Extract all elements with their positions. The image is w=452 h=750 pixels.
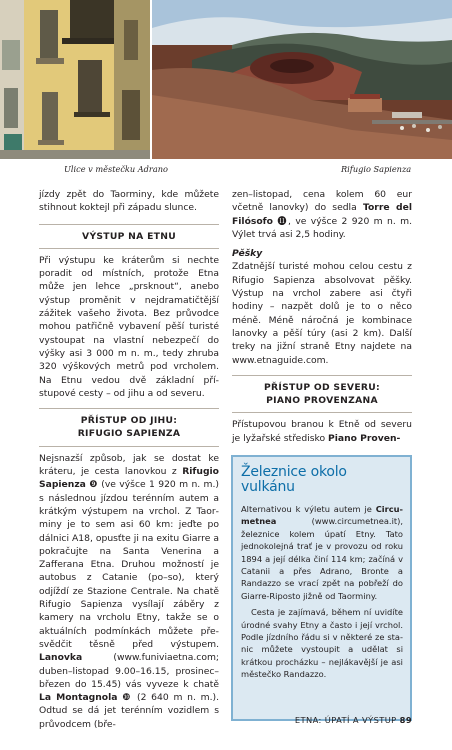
- text-run: (www.funiviaetna.com; duben–listopad 9.00–16.15, prosinec–březen do 15.45) vás vyveze k chatě: [39, 652, 219, 690]
- photo-strip: [0, 0, 452, 159]
- heading-sever-line2: PIANO PROVENZANA: [266, 395, 378, 407]
- text-run: Nejsnazší způsob, jak se dostat ke kráteru, je cesta lanovkou z: [39, 452, 219, 478]
- divider: [232, 412, 412, 413]
- rifugio-sapienza-image: [152, 0, 452, 159]
- railway-name: Circumetnea: [241, 504, 403, 527]
- text-run: (www.circumetnea.it), železnice kolem úpatí Etny. Tato jednokolejná trať je v provozu od roku 1894 a její délka činí 114 km; začíná v Catanii a přes Adrano, Bronte a Randazzo se vrací zpět na pobřeží do Giarre-Riposto jižně od Taorminy.: [241, 516, 403, 601]
- left-column: [39, 188, 219, 731]
- place-name: Piano Proven-: [328, 432, 401, 444]
- place-name: Rifugio Sapienza: [39, 466, 219, 491]
- paragraph-jih: [39, 452, 219, 731]
- intro-paragraph: jízdy zpět do Taorminy, kde můžete stihnout koktejl při západu slunce.: [39, 189, 219, 214]
- page-number: 89: [399, 715, 412, 725]
- paragraph-lanovka: [232, 188, 412, 241]
- text-run: ⓫, ve výšce 2 920 m n. m. Výlet trvá asi 2,5 hodiny.: [232, 215, 412, 240]
- photo-adrano-street: [0, 0, 150, 159]
- adrano-street-image: [0, 0, 150, 159]
- text-run: zen–listopad, cena kolem 60 eur včetně lanovky) do sedla: [232, 189, 412, 214]
- place-name: Torre del Filósofo: [232, 202, 413, 227]
- text-run: ❾ (ve výšce 1 920 m n. m.) s následnou jízdou terénním autem a krátkým výstupem na vrchol. Z Taorminy je to sem asi 60 km: jeďte po dálnici A18, opusťte ji na exitu Giarre a pokračujte na Santa Venerina a Zafferana Etna. Druhou možností je autobus z Catanie (po–so), který odjíždí ze Stazione Centrale. Na chatě Rifugio Sapienza vysílají záběry z kamery na vrcholu Etny, takže se o aktuálních podmínkách můžete přesvědčit těsně před výstupem.: [39, 479, 219, 650]
- heading-sever-line1: PŘÍSTUP OD SEVERU:: [263, 381, 381, 393]
- divider: [39, 446, 219, 447]
- box-title: Železnice okolo vulkánu: [241, 464, 347, 495]
- place-name: La Montagnola: [39, 692, 118, 704]
- caption-adrano: Ulice v městečku Adrano: [64, 164, 168, 174]
- place-name: Lanovka: [39, 652, 83, 664]
- photo-rifugio-sapienza: [152, 0, 452, 159]
- page-footer: [295, 715, 412, 725]
- box-paragraph-2: Cesta je zajímavá, během ní uvidíte úrodné svahy Etny a často i její vrchol. Podle jízdního řádu si v některé ze stanic můžete vystoupit a udělat si krátkou procházku – nejlákavější je asi městečko Randazzo.: [241, 607, 403, 680]
- divider: [232, 375, 412, 376]
- caption-sapienza: Rifugio Sapienza: [341, 164, 412, 174]
- sidebar-box-railway: [231, 455, 412, 721]
- running-footer: ETNA: ÚPATÍ A VÝSTUP: [294, 715, 397, 725]
- right-column: [232, 188, 412, 445]
- text-run: ❿ (2 640 m n. m.). Odtud se dá jet terénním vozidlem s průvodcem (bře-: [39, 692, 220, 730]
- box-paragraph-1: [241, 503, 403, 602]
- divider: [39, 248, 219, 249]
- heading-vystup: VÝSTUP NA ETNU: [82, 230, 176, 242]
- text-run: Přístupovou branou k Etně od severu je lyžařské středisko: [232, 419, 412, 444]
- subheading-pesky: Pěšky: [232, 248, 263, 260]
- paragraph-sever: [232, 418, 412, 445]
- divider: [39, 224, 219, 225]
- divider: [39, 408, 219, 409]
- paragraph-pesky: Zdatnější turisté mohou celou cestu z Rifugio Sapienza absolvovat pěšky. Výstup na vrchol zabere asi čtyři hodiny – nazpět dolů je to o něco méně. Méně náročná je kombinace lanovky a pěší túry (asi 2 km). Další treky na jižní straně Etny najdete na www.etnaguide.com.: [232, 261, 412, 366]
- heading-jih-line2: RIFUGIO SAPIENZA: [77, 428, 181, 440]
- paragraph-vystup: Při výstupu ke kráterům si nechte poradit od místních, protože Etna může jen lehce „prsknout“, anebo výstup proměnit v nejdramatičtější zážitek vašeho života. Bez průvodce mohou patřičně vybavení pěší turisté vystoupat na vlastní nebezpečí do výšky asi 3 000 m n. m., tedy zhruba 320 výškových metrů pod vrcholem. Na Etnu vedou dvě základní přístupové cesty – od jihu a od severu.: [39, 254, 219, 399]
- text-run: Alternativou k výletu autem je: [241, 504, 376, 514]
- heading-jih-line1: PŘÍSTUP OD JIHU:: [80, 415, 178, 427]
